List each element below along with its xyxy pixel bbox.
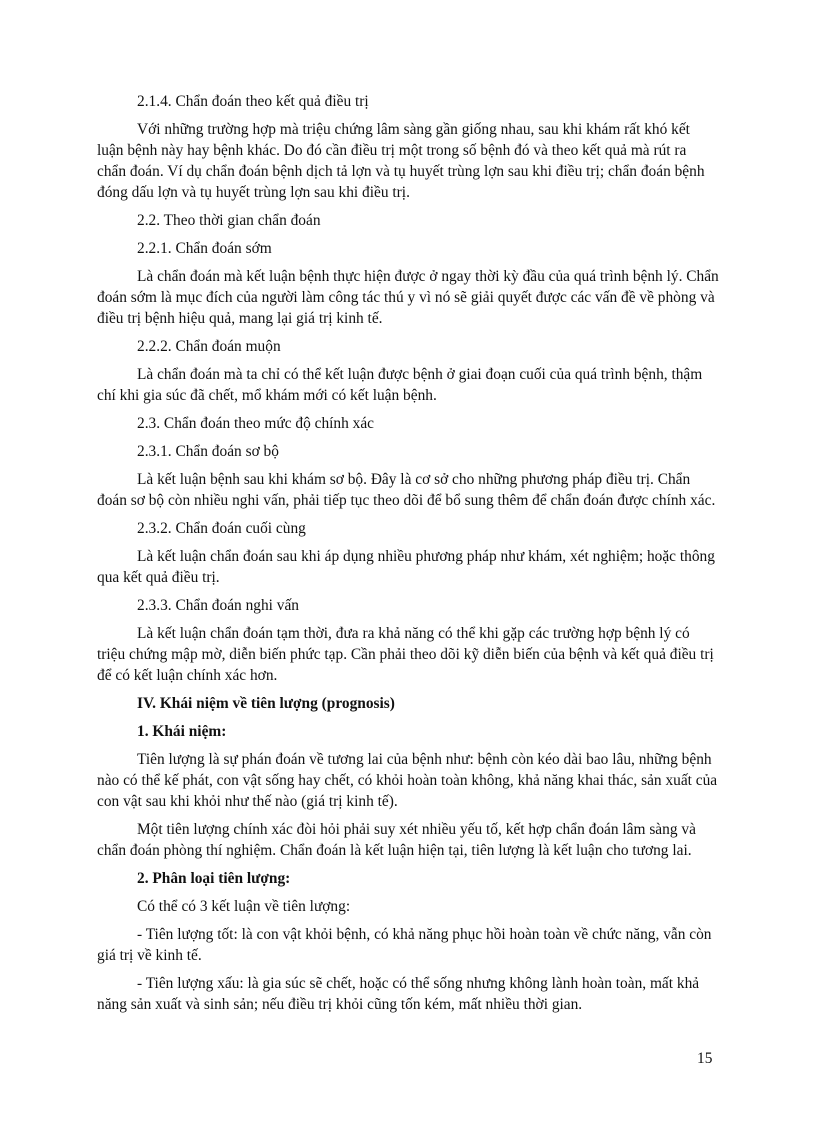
body-paragraph: Là kết luận chẩn đoán tạm thời, đưa ra khả năng có thể khi gặp các trường hợp bệnh lý có triệu chứng mập mờ, diễn biến phức tạp. Cần phải theo dõi kỹ diễn biến của bệnh và kết quả điều trị để có kết luận chính xác hơn. [97, 625, 714, 684]
list-item: - Tiên lượng tốt: là con vật khỏi bệnh, có khả năng phục hồi hoàn toàn về chức năng, vẫn còn giá trị về kinh tế. [97, 926, 712, 964]
heading-2-3: 2.3. Chẩn đoán theo mức độ chính xác [137, 415, 375, 432]
subheading-khai-niem: 1. Khái niệm: [137, 723, 227, 740]
section-heading-iv: IV. Khái niệm về tiên lượng (prognosis) [137, 695, 395, 712]
body-paragraph: Có thể có 3 kết luận về tiên lượng: [137, 898, 351, 915]
body-paragraph: Tiên lượng là sự phán đoán về tương lai của bệnh như: bệnh còn kéo dài bao lâu, những bệnh nào có thể kế phát, con vật sống hay chết, có khỏi hoàn toàn không, khả năng khai thác, sản xuất của con vật sau khi khỏi như thế nào (giá trị kinh tế). [97, 751, 718, 810]
heading-2-3-3: 2.3.3. Chẩn đoán nghi vấn [137, 597, 300, 614]
heading-2-2: 2.2. Theo thời gian chẩn đoán [137, 212, 321, 229]
body-paragraph: Với những trường hợp mà triệu chứng lâm sàng gần giống nhau, sau khi khám rất khó kết luận bệnh này hay bệnh khác. Do đó cần điều trị một trong số bệnh đó và theo kết quả mà rút ra chẩn đoán. Ví dụ chẩn đoán bệnh dịch tả lợn và tụ huyết trùng lợn sau khi điều trị; chẩn đoán bệnh đóng dấu lợn và tụ huyết trùng lợn sau khi điều trị. [97, 121, 705, 201]
heading-2-2-1: 2.2.1. Chẩn đoán sớm [137, 240, 272, 257]
body-paragraph: Là kết luận bệnh sau khi khám sơ bộ. Đây là cơ sở cho những phương pháp điều trị. Chẩn đoán sơ bộ còn nhiều nghi vấn, phải tiếp tục theo dõi để bổ sung thêm để chẩn đoán được chính xác. [97, 471, 716, 509]
subheading-phan-loai: 2. Phân loại tiên lượng: [137, 870, 291, 887]
heading-2-1-4: 2.1.4. Chẩn đoán theo kết quả điều trị [137, 93, 369, 110]
heading-2-3-2: 2.3.2. Chẩn đoán cuối cùng [137, 520, 306, 537]
body-paragraph: Là chẩn đoán mà kết luận bệnh thực hiện được ở ngay thời kỳ đầu của quá trình bệnh lý. Chẩn đoán sớm là mục đích của người làm công tác thú y vì nó sẽ giải quyết được các vấn đề về phòng và điều trị bệnh hiệu quả, mang lại giá trị kinh tế. [97, 268, 719, 327]
list-item: - Tiên lượng xấu: là gia súc sẽ chết, hoặc có thể sống nhưng không lành hoàn toàn, mất khả năng sản xuất và sinh sản; nếu điều trị khỏi cũng tốn kém, mất nhiều thời gian. [97, 975, 700, 1013]
body-paragraph: Là kết luận chẩn đoán sau khi áp dụng nhiều phương pháp như khám, xét nghiệm; hoặc thông qua kết quả điều trị. [97, 548, 715, 586]
document-page [97, 91, 719, 1022]
heading-2-2-2: 2.2.2. Chẩn đoán muộn [137, 338, 281, 355]
heading-2-3-1: 2.3.1. Chẩn đoán sơ bộ [137, 443, 279, 460]
page-number: 15 [697, 1050, 713, 1067]
body-paragraph: Một tiên lượng chính xác đòi hỏi phải suy xét nhiều yếu tố, kết hợp chẩn đoán lâm sàng và chẩn đoán phòng thí nghiệm. Chẩn đoán là kết luận hiện tại, tiên lượng là kết luận cho tương lai. [97, 821, 696, 859]
body-paragraph: Là chẩn đoán mà ta chỉ có thể kết luận được bệnh ở giai đoạn cuối của quá trình bệnh, thậm chí khi gia súc đã chết, mổ khám mới có kết luận bệnh. [97, 366, 703, 404]
